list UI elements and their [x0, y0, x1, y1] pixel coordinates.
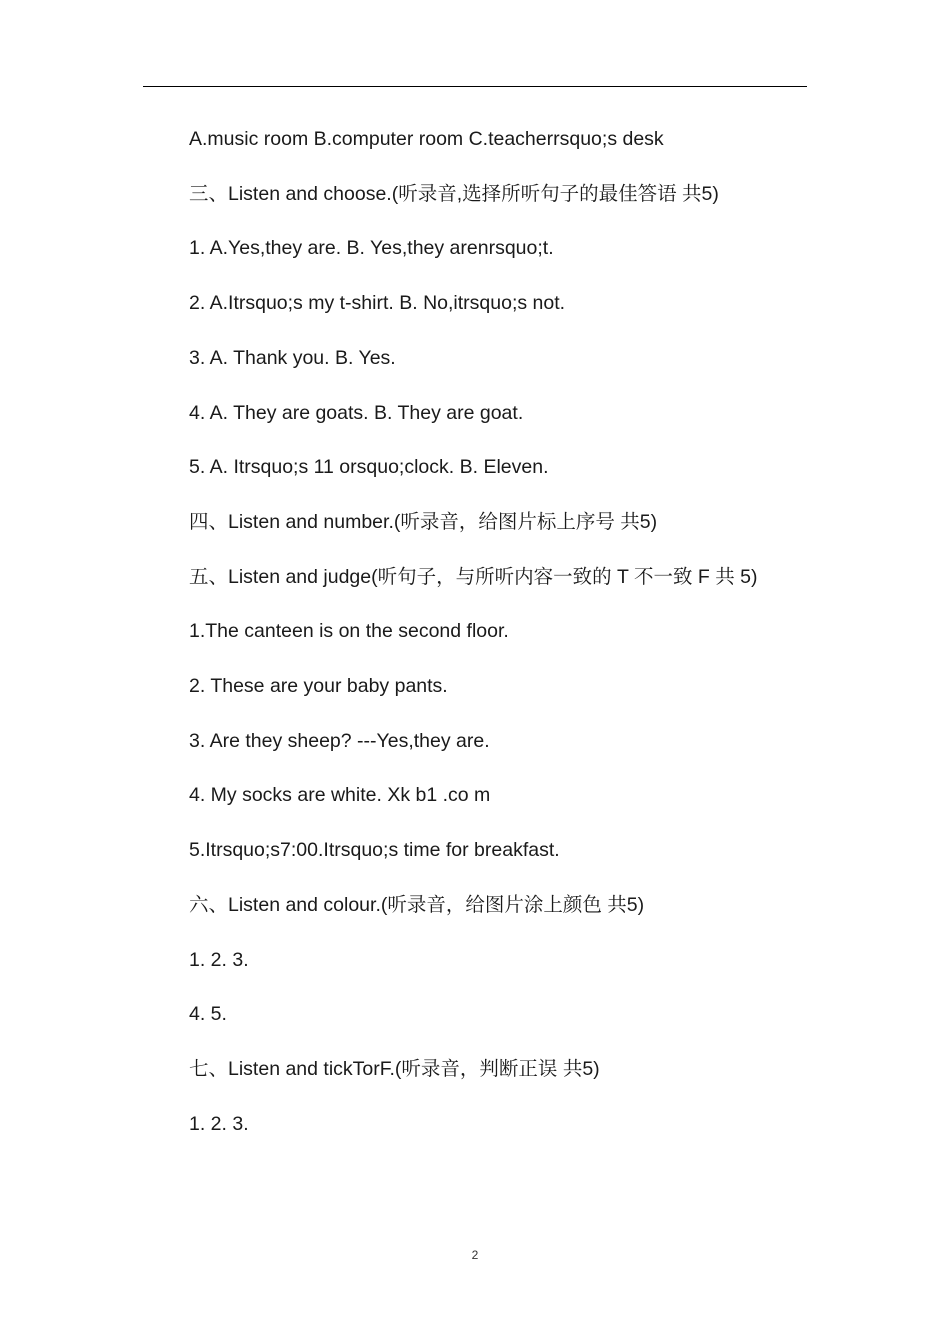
number-line: 4. 5. — [189, 1003, 227, 1026]
question-line: 1. A.Yes,they are. B. Yes,they arenrsquo;t. — [189, 237, 554, 260]
question-line: 4. My socks are white. Xk b1 .co m — [189, 784, 491, 807]
question-line: 5. A. Itrsquo;s 11 orsquo;clock. B. Eleven. — [189, 456, 549, 479]
question-line: 5.Itrsquo;s7:00.Itrsquo;s time for breakfast. — [189, 839, 560, 862]
question-line: 1.The canteen is on the second floor. — [189, 620, 509, 643]
section-4-heading: 四、Listen and number.(听录音，给图片标上序号 共5) — [189, 510, 658, 533]
section-6-heading: 六、Listen and colour.(听录音，给图片涂上颜色 共5) — [189, 893, 645, 916]
section-7-heading: 七、Listen and tickTorF.(听录音，判断正误 共5) — [189, 1057, 600, 1080]
document-body — [143, 112, 807, 1151]
question-line: 2. These are your baby pants. — [189, 675, 448, 698]
question-line: 2. A.Itrsquo;s my t-shirt. B. No,itrsquo;s not. — [189, 292, 566, 315]
options-line: A.music room B.computer room C.teacherrsquo;s desk — [189, 128, 664, 150]
section-5-heading: 五、Listen and judge(听句子，与所听内容一致的 T 不一致 F 共 5) — [189, 565, 758, 588]
page-number: 2 — [471, 1248, 479, 1262]
question-line: 3. A. Thank you. B. Yes. — [189, 346, 396, 369]
question-line: 4. A. They are goats. B. They are goat. — [189, 401, 524, 424]
header-rule — [143, 86, 807, 87]
number-line: 1. 2. 3. — [189, 1112, 249, 1135]
section-3-heading: 三、Listen and choose.(听录音,选择所听句子的最佳答语 共5) — [189, 182, 719, 205]
question-line: 3. Are they sheep? ---Yes,they are. — [189, 729, 490, 752]
number-line: 1. 2. 3. — [189, 948, 249, 971]
